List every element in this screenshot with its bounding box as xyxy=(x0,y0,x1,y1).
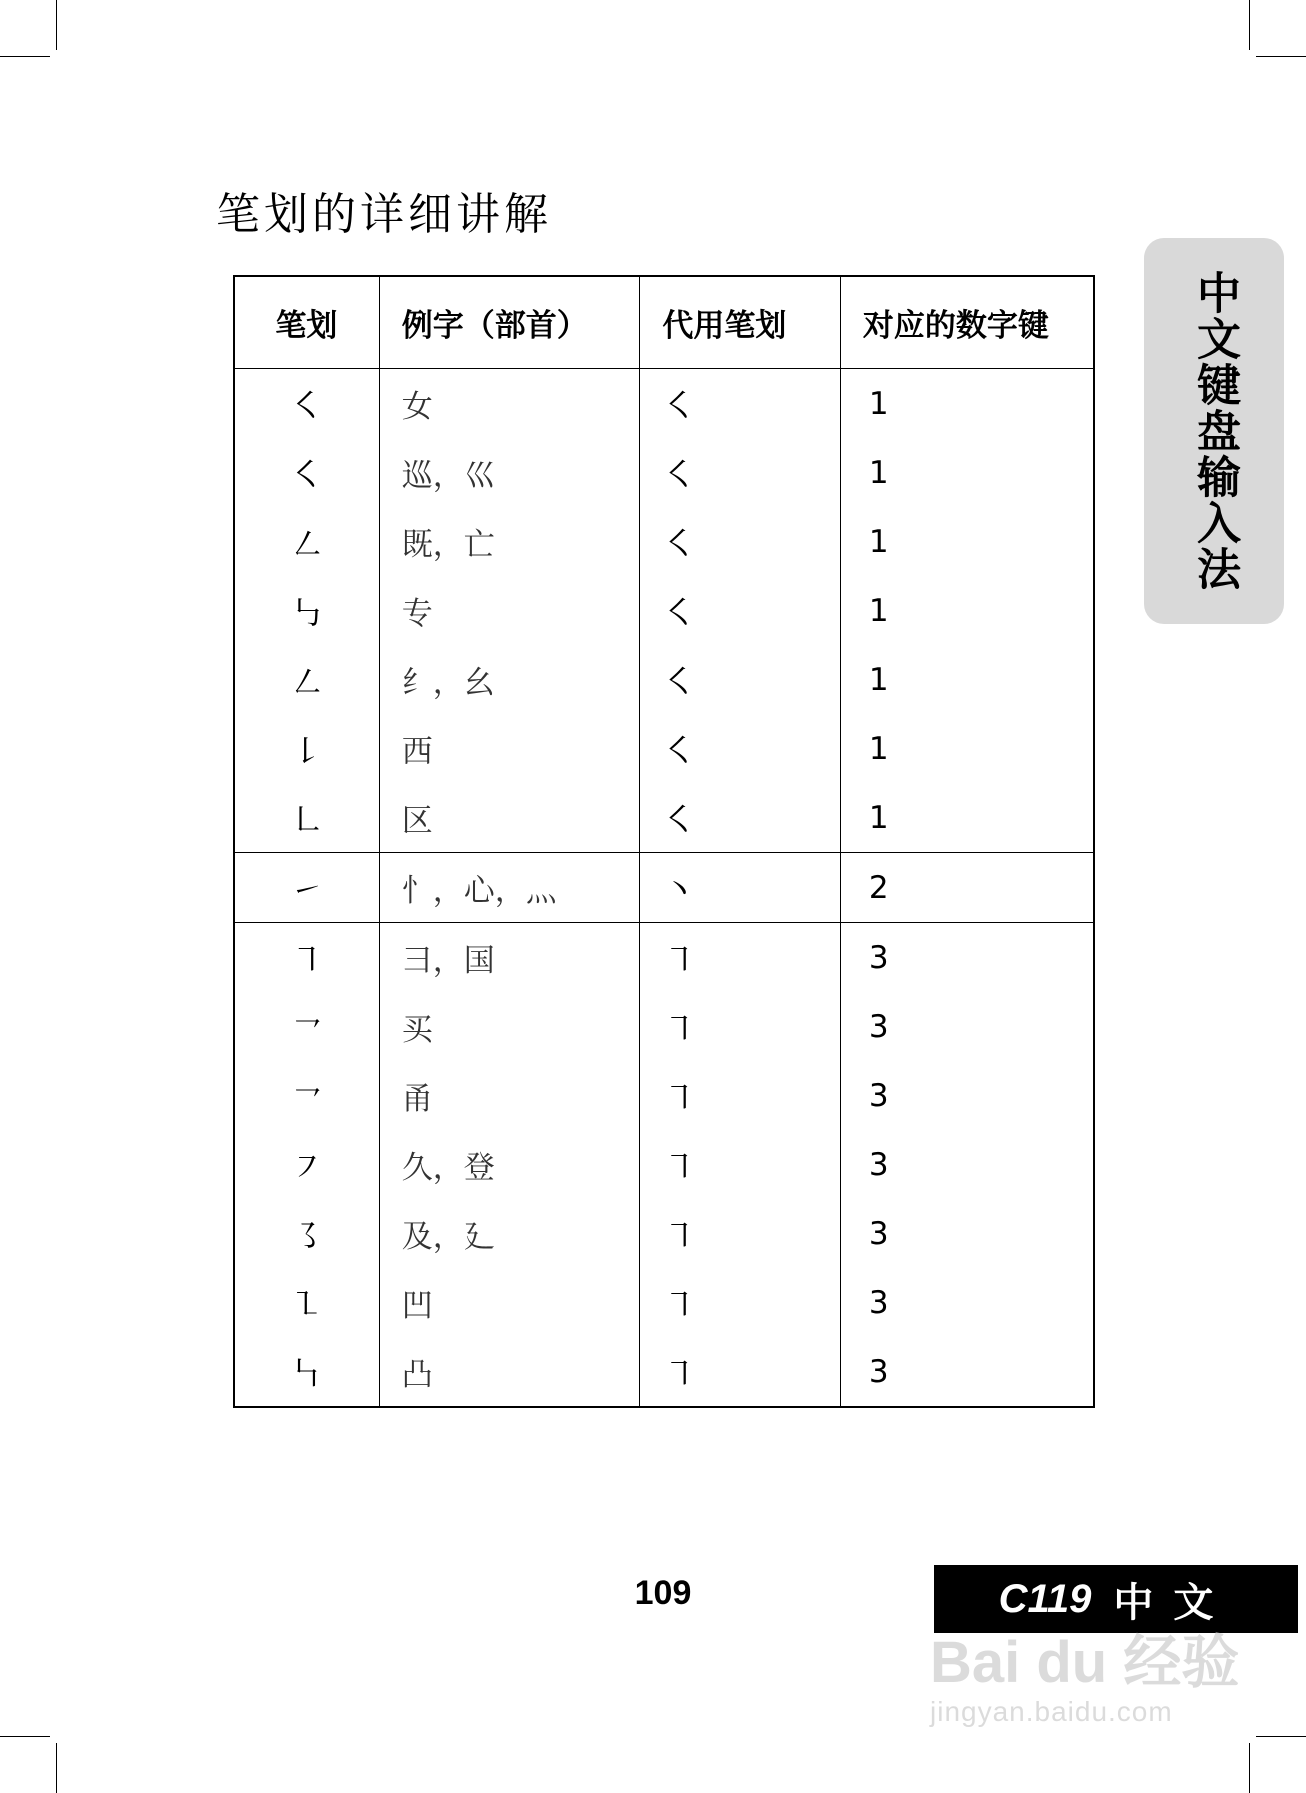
crop-mark xyxy=(0,1736,50,1737)
example-cell: 区 xyxy=(379,783,640,853)
table-row xyxy=(234,1268,1094,1337)
stroke-cell: ㇀ xyxy=(234,853,379,923)
substitute-cell: ㇕ xyxy=(640,923,841,993)
example-cell: 久，登 xyxy=(379,1130,640,1199)
crop-mark xyxy=(56,0,57,50)
page-title: 笔划的详细讲解 xyxy=(216,189,552,240)
key-cell: 1 xyxy=(840,576,1094,645)
side-tab xyxy=(1144,238,1284,624)
page-number: 109 xyxy=(634,1574,692,1612)
substitute-cell: ㇕ xyxy=(640,1130,841,1199)
stroke-cell: ㇉ xyxy=(234,576,379,645)
key-cell: 3 xyxy=(840,1061,1094,1130)
stroke-cell: ㇖ xyxy=(234,1061,379,1130)
table-row xyxy=(234,923,1094,993)
table-row xyxy=(234,369,1094,439)
table-row xyxy=(234,714,1094,783)
model-name: C119 xyxy=(998,1576,1092,1621)
example-cell: 西 xyxy=(379,714,640,783)
substitute-cell: ㇛ xyxy=(640,576,841,645)
key-cell: 1 xyxy=(840,438,1094,507)
key-cell: 1 xyxy=(840,714,1094,783)
stroke-cell: ㇜ xyxy=(234,507,379,576)
substitute-cell: ㇛ xyxy=(640,507,841,576)
table-row xyxy=(234,576,1094,645)
example-cell: 巡，巛 xyxy=(379,438,640,507)
substitute-cell: ㇛ xyxy=(640,783,841,853)
stroke-cell: ㇗ xyxy=(234,783,379,853)
example-cell: 凸 xyxy=(379,1337,640,1407)
header-key: 对应的数字键 xyxy=(840,276,1094,369)
substitute-cell: ㇕ xyxy=(640,992,841,1061)
crop-mark xyxy=(0,56,50,57)
example-cell: 凹 xyxy=(379,1268,640,1337)
table-row xyxy=(234,783,1094,853)
substitute-cell: ㇛ xyxy=(640,369,841,439)
example-cell: 专 xyxy=(379,576,640,645)
table-row xyxy=(234,1130,1094,1199)
example-cell: 忄，心，灬 xyxy=(379,853,640,923)
table-row xyxy=(234,1199,1094,1268)
substitute-cell: ㇕ xyxy=(640,1061,841,1130)
stroke-cell: ㇜ xyxy=(234,645,379,714)
substitute-cell: ㇕ xyxy=(640,1199,841,1268)
key-cell: 3 xyxy=(840,923,1094,993)
example-cell: 彐，国 xyxy=(379,923,640,993)
stroke-cell: ㇅ xyxy=(234,1268,379,1337)
table-row xyxy=(234,1337,1094,1407)
key-cell: 2 xyxy=(840,853,1094,923)
table-row xyxy=(234,645,1094,714)
example-cell: 既，亡 xyxy=(379,507,640,576)
watermark xyxy=(930,1630,1260,1750)
stroke-cell: ㇌ xyxy=(234,1199,379,1268)
table-row xyxy=(234,853,1094,923)
example-cell: 及，廴 xyxy=(379,1199,640,1268)
watermark-url: jingyan.baidu.com xyxy=(930,1696,1173,1727)
table-row xyxy=(234,1061,1094,1130)
model-badge xyxy=(934,1565,1298,1633)
watermark-logo: Bai du 经验 xyxy=(930,1630,1240,1695)
substitute-cell: ㇛ xyxy=(640,438,841,507)
stroke-cell: ㇛ xyxy=(234,369,379,439)
key-cell: 3 xyxy=(840,1337,1094,1407)
key-cell: 1 xyxy=(840,645,1094,714)
stroke-cell: ㇛ xyxy=(234,438,379,507)
table-header-row xyxy=(234,276,1094,369)
key-cell: 3 xyxy=(840,1268,1094,1337)
key-cell: 1 xyxy=(840,369,1094,439)
substitute-cell: ㇛ xyxy=(640,645,841,714)
table-row xyxy=(234,992,1094,1061)
table-row xyxy=(234,438,1094,507)
key-cell: 3 xyxy=(840,992,1094,1061)
header-example: 例字（部首） xyxy=(379,276,640,369)
stroke-cell: ㇞ xyxy=(234,1337,379,1407)
key-cell: 1 xyxy=(840,507,1094,576)
crop-mark xyxy=(1249,1743,1250,1793)
header-substitute: 代用笔划 xyxy=(640,276,841,369)
table-row xyxy=(234,507,1094,576)
stroke-cell: ㇙ xyxy=(234,714,379,783)
crop-mark xyxy=(56,1743,57,1793)
substitute-cell: ㇕ xyxy=(640,1268,841,1337)
crop-mark xyxy=(1256,1736,1306,1737)
substitute-cell: ㇛ xyxy=(640,714,841,783)
example-cell: 买 xyxy=(379,992,640,1061)
key-cell: 3 xyxy=(840,1199,1094,1268)
stroke-cell: ㇇ xyxy=(234,1130,379,1199)
language-label: 中文 xyxy=(1113,1580,1234,1625)
example-cell: 纟，幺 xyxy=(379,645,640,714)
key-cell: 1 xyxy=(840,783,1094,853)
crop-mark xyxy=(1256,56,1306,57)
stroke-cell: ㇕ xyxy=(234,923,379,993)
header-stroke: 笔划 xyxy=(234,276,379,369)
stroke-table xyxy=(233,275,1095,1408)
example-cell: 女 xyxy=(379,369,640,439)
crop-mark xyxy=(1249,0,1250,50)
stroke-cell: ㇖ xyxy=(234,992,379,1061)
side-tab-label: 中文键盘输入法 xyxy=(1189,270,1240,592)
substitute-cell: 丶 xyxy=(640,853,841,923)
key-cell: 3 xyxy=(840,1130,1094,1199)
substitute-cell: ㇕ xyxy=(640,1337,841,1407)
example-cell: 甬 xyxy=(379,1061,640,1130)
